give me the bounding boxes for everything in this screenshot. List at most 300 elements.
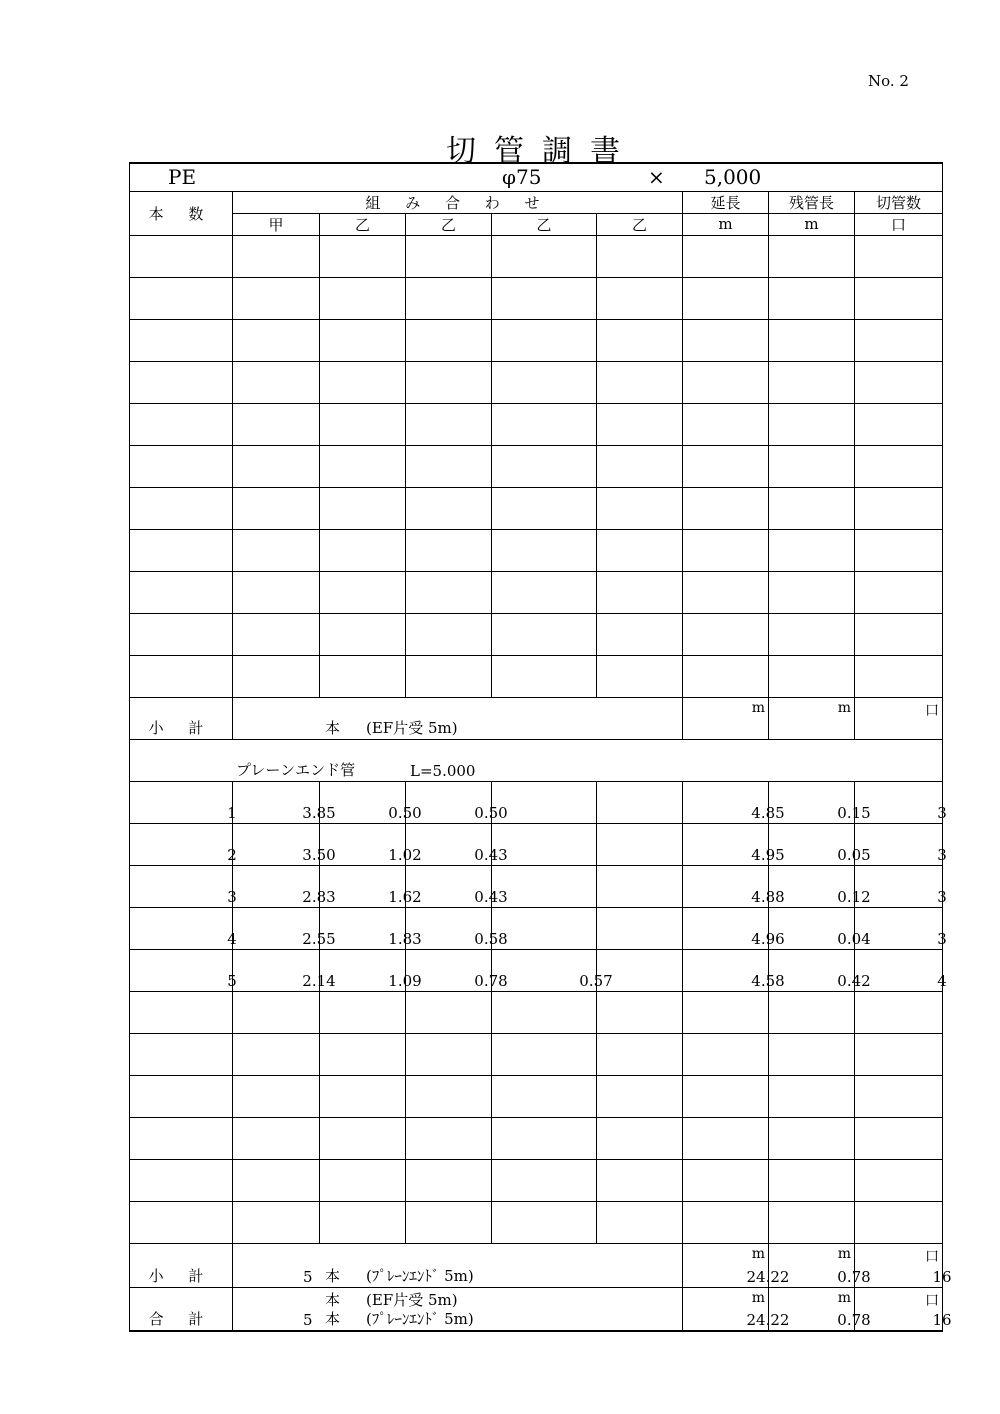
cell-value-len: 4.96 xyxy=(751,929,785,948)
empty-cell xyxy=(233,529,320,571)
empty-cell xyxy=(233,403,320,445)
table-cell xyxy=(597,907,683,949)
empty-cell xyxy=(406,319,492,361)
table-cell xyxy=(769,781,871,823)
empty-cell xyxy=(320,445,406,487)
empty-cell xyxy=(597,445,683,487)
unit-m: m xyxy=(751,699,765,716)
empty-cell xyxy=(492,361,597,403)
empty-cell xyxy=(320,1201,406,1243)
empty-cell xyxy=(769,1159,855,1201)
empty-cell xyxy=(320,991,406,1033)
empty-cell xyxy=(406,487,492,529)
empty-cell xyxy=(769,529,855,571)
empty-cell xyxy=(233,319,320,361)
empty-cell xyxy=(492,529,597,571)
table-cell xyxy=(320,781,422,823)
subtotal-plain-remaining-value: 0.78 xyxy=(837,1267,871,1286)
table-cell xyxy=(769,823,871,865)
table-cell xyxy=(320,823,422,865)
total-cuts xyxy=(855,1287,952,1331)
empty-cell xyxy=(683,991,769,1033)
empty-cell xyxy=(683,571,769,613)
empty-cell xyxy=(130,235,233,277)
empty-cell xyxy=(597,277,683,319)
empty-row xyxy=(130,1033,943,1075)
cut-count-header: 切管数 xyxy=(855,191,943,213)
table-cell xyxy=(855,907,947,949)
empty-cell xyxy=(769,571,855,613)
empty-cell xyxy=(492,235,597,277)
page-title: 切管調書 xyxy=(446,134,638,169)
subtotal-plain-hon: 本 xyxy=(325,1266,341,1285)
empty-row xyxy=(130,1117,943,1159)
empty-row xyxy=(130,487,943,529)
empty-cell xyxy=(855,613,943,655)
table-cell xyxy=(492,865,597,907)
table-cell xyxy=(320,949,422,991)
cell-value-c3: 0.78 xyxy=(474,971,508,990)
cell-value-c1: 2.55 xyxy=(302,929,336,948)
cell-value-no: 1 xyxy=(227,803,237,822)
empty-cell xyxy=(406,1117,492,1159)
empty-cell xyxy=(492,1159,597,1201)
table-cell xyxy=(683,907,785,949)
empty-cell xyxy=(130,1117,233,1159)
empty-cell xyxy=(597,529,683,571)
empty-cell xyxy=(597,1201,683,1243)
empty-cell xyxy=(320,487,406,529)
cell-value-rem: 0.05 xyxy=(837,845,871,864)
empty-cell xyxy=(683,445,769,487)
empty-cell xyxy=(406,235,492,277)
empty-cell xyxy=(130,1075,233,1117)
empty-cell xyxy=(492,319,597,361)
empty-cell xyxy=(769,1075,855,1117)
table-cell xyxy=(406,865,508,907)
cell-value-cuts: 3 xyxy=(937,887,947,906)
empty-cell xyxy=(320,571,406,613)
empty-cell xyxy=(855,1033,943,1075)
table-cell xyxy=(130,907,237,949)
empty-cell xyxy=(683,529,769,571)
header-cell xyxy=(130,163,943,191)
plain-end-length: L=5.000 xyxy=(410,761,476,780)
empty-cell xyxy=(855,529,943,571)
total-label: 合 計 xyxy=(148,1310,214,1328)
empty-cell xyxy=(233,655,320,697)
subtotal-plain-remaining xyxy=(769,1243,871,1287)
cell-value-c1: 2.14 xyxy=(302,971,336,990)
empty-cell xyxy=(406,613,492,655)
empty-cell xyxy=(406,655,492,697)
empty-cell xyxy=(406,1075,492,1117)
empty-cell xyxy=(769,319,855,361)
cell-value-cuts: 4 xyxy=(937,971,947,990)
empty-cell xyxy=(855,991,943,1033)
table-cell xyxy=(233,949,336,991)
empty-cell xyxy=(855,571,943,613)
empty-cell xyxy=(233,1033,320,1075)
sub-header-otsu-3: 乙 xyxy=(492,213,597,235)
empty-cell xyxy=(855,655,943,697)
cell-value-c3: 0.43 xyxy=(474,887,508,906)
empty-cell xyxy=(683,1201,769,1243)
cell-value-c2: 1.83 xyxy=(388,929,422,948)
cell-value-cuts: 3 xyxy=(937,929,947,948)
cell-value-c2: 1.62 xyxy=(388,887,422,906)
total-ef-desc: (EF片受 5m) xyxy=(366,1290,458,1309)
table-cell xyxy=(855,949,947,991)
plain-end-section-row xyxy=(130,739,943,781)
material-label: PE xyxy=(168,165,197,189)
remaining-header: 残管長 xyxy=(769,191,855,213)
total-remaining-value: 0.78 xyxy=(837,1311,871,1329)
empty-cell xyxy=(492,1117,597,1159)
total-length-header: 延長 xyxy=(683,191,769,213)
table-cell xyxy=(130,781,237,823)
empty-cell xyxy=(320,277,406,319)
empty-cell xyxy=(320,655,406,697)
table-cell xyxy=(406,823,508,865)
subtotal-plain-desc-cell xyxy=(233,1243,683,1287)
empty-cell xyxy=(597,571,683,613)
subtotal-ef-length xyxy=(683,697,769,739)
unit-m: m xyxy=(751,1289,765,1306)
table-cell xyxy=(597,865,683,907)
sub-header-otsu-1: 乙 xyxy=(320,213,406,235)
cell-value-c3: 0.50 xyxy=(474,803,508,822)
empty-cell xyxy=(233,1075,320,1117)
table-cell xyxy=(683,823,785,865)
table-cell xyxy=(130,949,237,991)
plain-end-label: プレーンエンド管 xyxy=(236,760,356,779)
cell-value-c2: 1.09 xyxy=(388,971,422,990)
empty-cell xyxy=(320,319,406,361)
cell-value-len: 4.58 xyxy=(751,971,785,990)
cell-value-rem: 0.42 xyxy=(837,971,871,990)
empty-cell xyxy=(597,319,683,361)
empty-cell xyxy=(683,235,769,277)
empty-cell xyxy=(406,529,492,571)
table-cell xyxy=(769,949,871,991)
empty-cell xyxy=(406,361,492,403)
empty-cell xyxy=(492,1201,597,1243)
empty-cell xyxy=(769,403,855,445)
subtotal-label-cell xyxy=(130,697,233,739)
column-header-row-1 xyxy=(130,191,943,213)
empty-cell xyxy=(130,1159,233,1201)
empty-cell xyxy=(597,361,683,403)
table-cell xyxy=(855,865,947,907)
empty-cell xyxy=(855,1159,943,1201)
empty-cell xyxy=(233,487,320,529)
empty-cell xyxy=(233,571,320,613)
table-cell xyxy=(597,823,683,865)
empty-cell xyxy=(597,991,683,1033)
empty-cell xyxy=(492,487,597,529)
table-cell xyxy=(683,949,785,991)
total-hon: 本 xyxy=(325,1310,341,1328)
empty-cell xyxy=(683,1159,769,1201)
empty-cell xyxy=(130,991,233,1033)
empty-cell xyxy=(683,277,769,319)
empty-cell xyxy=(855,361,943,403)
subtotal-plain-length xyxy=(683,1243,790,1287)
table-row xyxy=(130,823,943,865)
empty-cell xyxy=(320,1033,406,1075)
empty-cell xyxy=(492,571,597,613)
cell-value-len: 4.95 xyxy=(751,845,785,864)
unit-kuchi: 口 xyxy=(855,213,943,235)
empty-cell xyxy=(769,655,855,697)
table-cell xyxy=(406,907,508,949)
table-cell xyxy=(597,949,683,991)
empty-cell xyxy=(597,403,683,445)
table-cell xyxy=(233,781,336,823)
unit-m-length: m xyxy=(683,213,769,235)
unit-m-remaining: m xyxy=(769,213,855,235)
table-row xyxy=(130,907,943,949)
cell-value-c3: 0.58 xyxy=(474,929,508,948)
total-desc-cell xyxy=(233,1287,683,1331)
empty-cell xyxy=(233,1117,320,1159)
empty-cell xyxy=(320,403,406,445)
unit-kuchi: 口 xyxy=(925,1292,940,1309)
empty-cell xyxy=(855,1075,943,1117)
empty-cell xyxy=(855,235,943,277)
table-row xyxy=(130,949,943,991)
plain-empty-rows xyxy=(130,991,943,1243)
empty-row xyxy=(130,991,943,1033)
empty-cell xyxy=(130,277,233,319)
empty-cell xyxy=(320,1159,406,1201)
empty-cell xyxy=(233,445,320,487)
cell-value-no: 2 xyxy=(227,845,237,864)
empty-cell xyxy=(233,277,320,319)
empty-cell xyxy=(233,991,320,1033)
empty-row xyxy=(130,319,943,361)
combination-header: 組 み 合 わ せ xyxy=(233,191,683,213)
empty-cell xyxy=(597,487,683,529)
table-cell xyxy=(492,949,613,991)
unit-m: m xyxy=(837,1289,851,1306)
empty-cell xyxy=(597,1075,683,1117)
table-cell xyxy=(769,907,871,949)
empty-cell xyxy=(683,1075,769,1117)
empty-cell xyxy=(130,403,233,445)
subtotal-ef-cuts xyxy=(855,697,943,739)
cell-value-no: 4 xyxy=(227,929,237,948)
subtotal-plain-label-cell xyxy=(130,1243,233,1287)
sub-header-otsu-2: 乙 xyxy=(406,213,492,235)
cell-value-c2: 1.02 xyxy=(388,845,422,864)
empty-cell xyxy=(683,487,769,529)
empty-row xyxy=(130,613,943,655)
table-cell xyxy=(855,781,947,823)
empty-cell xyxy=(492,991,597,1033)
empty-cell xyxy=(492,1033,597,1075)
empty-cell xyxy=(233,1159,320,1201)
table-cell xyxy=(233,907,336,949)
empty-cell xyxy=(855,403,943,445)
sub-header-otsu-4: 乙 xyxy=(597,213,683,235)
empty-cell xyxy=(406,1159,492,1201)
empty-cell xyxy=(406,403,492,445)
table-cell xyxy=(492,907,597,949)
unit-kuchi: 口 xyxy=(925,1248,940,1265)
table-cell xyxy=(597,781,683,823)
empty-cell xyxy=(130,487,233,529)
empty-cell xyxy=(769,991,855,1033)
table-cell xyxy=(683,865,785,907)
subtotal-ef-desc-cell xyxy=(233,697,683,739)
count-header: 本 数 xyxy=(130,191,233,235)
empty-cell xyxy=(597,1159,683,1201)
cell-value-c1: 2.83 xyxy=(302,887,336,906)
empty-row xyxy=(130,277,943,319)
empty-cell xyxy=(769,487,855,529)
empty-cell xyxy=(130,319,233,361)
empty-row xyxy=(130,1201,943,1243)
plain-end-rows xyxy=(130,781,947,991)
unit-kuchi: 口 xyxy=(925,702,940,719)
subtotal-plain-cuts xyxy=(855,1243,952,1287)
table-cell xyxy=(233,823,336,865)
subtotal-plain-length-value: 24.22 xyxy=(746,1267,790,1286)
empty-cell xyxy=(233,235,320,277)
empty-row xyxy=(130,403,943,445)
empty-cell xyxy=(492,1075,597,1117)
cell-value-c4: 0.57 xyxy=(579,971,613,990)
empty-cell xyxy=(130,529,233,571)
empty-row xyxy=(130,361,943,403)
empty-cell xyxy=(683,613,769,655)
table-cell xyxy=(320,865,422,907)
empty-cell xyxy=(597,235,683,277)
cell-value-no: 5 xyxy=(227,971,237,990)
cell-value-c1: 3.85 xyxy=(302,803,336,822)
empty-cell xyxy=(492,445,597,487)
empty-cell xyxy=(855,487,943,529)
empty-row xyxy=(130,445,943,487)
empty-row xyxy=(130,529,943,571)
empty-cell xyxy=(130,361,233,403)
total-length-value: 24.22 xyxy=(746,1311,790,1329)
empty-cell xyxy=(769,613,855,655)
empty-row xyxy=(130,571,943,613)
cell-value-no: 3 xyxy=(227,887,237,906)
plain-end-section-cell xyxy=(130,739,943,781)
cell-value-rem: 0.04 xyxy=(837,929,871,948)
empty-cell xyxy=(769,1201,855,1243)
empty-row xyxy=(130,1075,943,1117)
empty-cell xyxy=(406,991,492,1033)
diameter-label: φ75 xyxy=(502,165,542,189)
total-cuts-value: 16 xyxy=(932,1311,952,1329)
empty-cell xyxy=(233,1201,320,1243)
empty-cell xyxy=(769,1033,855,1075)
subtotal-ef-remaining xyxy=(769,697,855,739)
column-header-row-2 xyxy=(130,213,943,235)
empty-cell xyxy=(597,1117,683,1159)
empty-cell xyxy=(492,655,597,697)
empty-cell xyxy=(130,1201,233,1243)
empty-cell xyxy=(320,361,406,403)
sub-header-kou: 甲 xyxy=(233,213,320,235)
table-cell xyxy=(406,781,508,823)
empty-cell xyxy=(597,655,683,697)
table-cell xyxy=(320,907,422,949)
subtotal-ef-hon: 本 xyxy=(325,718,341,737)
empty-cell xyxy=(769,235,855,277)
subtotal-ef-desc: (EF片受 5m) xyxy=(366,718,458,737)
empty-cell xyxy=(406,1033,492,1075)
empty-cell xyxy=(492,277,597,319)
empty-cell xyxy=(769,1117,855,1159)
empty-cell xyxy=(320,1117,406,1159)
empty-cell xyxy=(406,571,492,613)
cell-value-c1: 3.50 xyxy=(302,845,336,864)
length-label: 5,000 xyxy=(704,165,762,189)
empty-cell xyxy=(597,1033,683,1075)
table-cell xyxy=(233,865,336,907)
total-remaining xyxy=(769,1287,871,1331)
empty-cell xyxy=(130,571,233,613)
empty-cell xyxy=(233,613,320,655)
empty-cell xyxy=(406,445,492,487)
empty-cell xyxy=(769,445,855,487)
total-row xyxy=(130,1287,943,1331)
empty-cell xyxy=(130,655,233,697)
unit-m: m xyxy=(837,699,851,716)
cell-value-c2: 0.50 xyxy=(388,803,422,822)
subtotal-ef-row xyxy=(130,697,943,739)
empty-cell xyxy=(233,361,320,403)
table-cell xyxy=(406,949,508,991)
empty-cell xyxy=(855,319,943,361)
cut-pipe-table xyxy=(129,162,952,1332)
empty-cell xyxy=(683,403,769,445)
subtotal-plain-row xyxy=(130,1243,943,1287)
page-number: No. 2 xyxy=(868,72,909,90)
empty-cell xyxy=(492,403,597,445)
header-row xyxy=(130,163,943,191)
empty-cell xyxy=(320,529,406,571)
empty-cell xyxy=(597,613,683,655)
unit-m: m xyxy=(837,1245,851,1262)
table-cell xyxy=(683,781,785,823)
cell-value-len: 4.85 xyxy=(751,803,785,822)
empty-row xyxy=(130,235,943,277)
cell-value-rem: 0.12 xyxy=(837,887,871,906)
empty-cell xyxy=(683,655,769,697)
unit-m: m xyxy=(751,1245,765,1262)
cell-value-cuts: 3 xyxy=(937,845,947,864)
cell-value-rem: 0.15 xyxy=(837,803,871,822)
cell-value-c3: 0.43 xyxy=(474,845,508,864)
total-count: 5 xyxy=(303,1311,313,1329)
table-cell xyxy=(855,823,947,865)
empty-cell xyxy=(855,277,943,319)
cell-value-len: 4.88 xyxy=(751,887,785,906)
subtotal-plain-label: 小 計 xyxy=(148,1266,214,1285)
ef-rows xyxy=(130,235,943,697)
table-row xyxy=(130,781,943,823)
empty-cell xyxy=(769,361,855,403)
table-cell xyxy=(492,823,597,865)
empty-cell xyxy=(855,445,943,487)
